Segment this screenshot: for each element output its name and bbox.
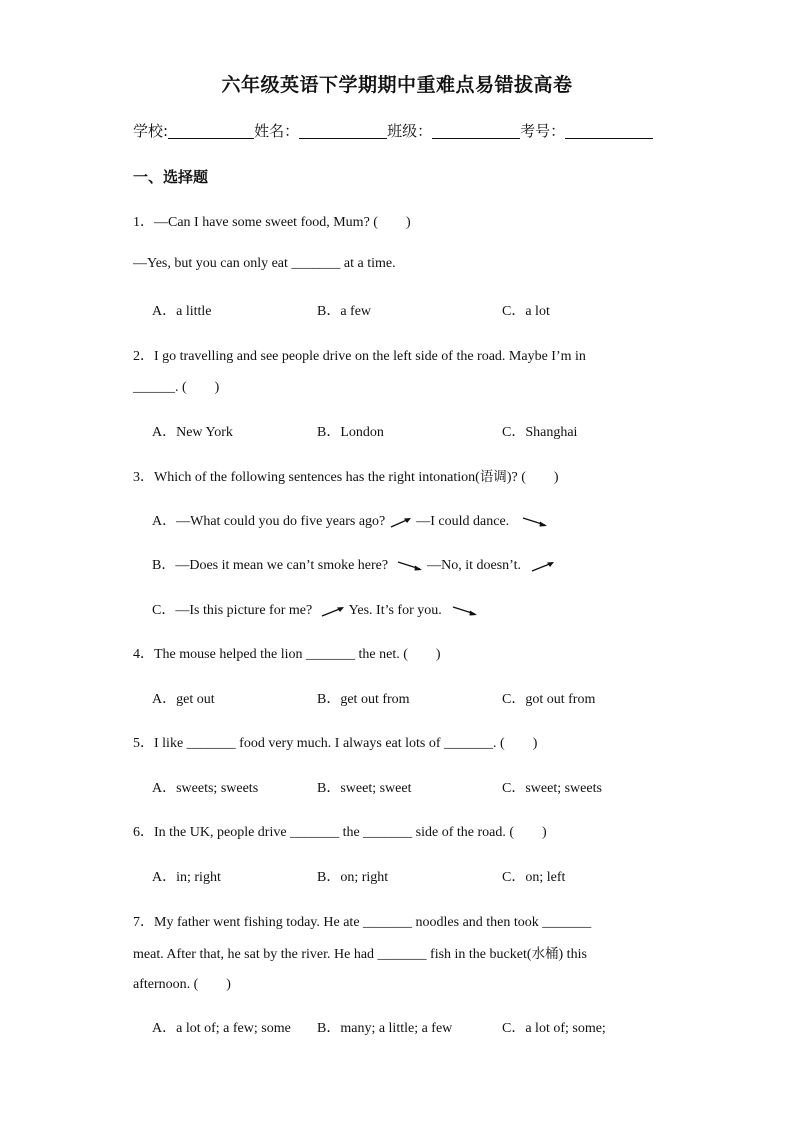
question-2-option-a[interactable]: A．New York: [152, 425, 233, 440]
question-5-option-c[interactable]: C．sweet; sweets: [502, 781, 602, 796]
question-7-cjk: 水桶: [531, 946, 559, 962]
question-1-line2: —Yes, but you can only eat _______ at a time.: [133, 256, 396, 271]
option-c-part1: C．—Is this picture for me?: [152, 603, 313, 618]
question-7-line2-end: ) this: [558, 947, 587, 962]
question-2-option-c[interactable]: C．Shanghai: [502, 425, 578, 440]
question-7-stem: 7．My father went fishing today. He ate _______ noodles and then took _______: [133, 915, 592, 930]
question-7-line2-text: meat. After that, he sat by the river. He had _______ fish in the bucket(: [133, 947, 532, 962]
exam-no-blank[interactable]: [565, 122, 653, 139]
question-6-option-b[interactable]: B．on; right: [317, 870, 389, 885]
student-info-row: [133, 120, 653, 141]
question-4-option-c[interactable]: C．got out from: [502, 692, 596, 707]
question-3-option-c[interactable]: [152, 599, 479, 619]
question-1-option-a[interactable]: A．a little: [152, 304, 212, 319]
question-5-option-b[interactable]: B．sweet; sweet: [317, 781, 412, 796]
question-5-stem: 5．I like _______ food very much. I always eat lots of _______. ( ): [133, 736, 538, 751]
question-3-stem: [133, 465, 559, 486]
option-a-part1: A．—What could you do five years ago?: [152, 514, 386, 529]
question-7-option-b[interactable]: B．many; a little; a few: [317, 1021, 453, 1036]
question-6-option-a[interactable]: A．in; right: [152, 870, 221, 885]
section-heading: 一、选择题: [133, 168, 209, 186]
question-1-option-c[interactable]: C．a lot: [502, 304, 550, 319]
option-b-part2: —No, it doesn’t.: [427, 558, 521, 573]
question-7-option-c[interactable]: C．a lot of; some;: [502, 1021, 606, 1036]
question-7-option-a[interactable]: A．a lot of; a few; some: [152, 1021, 291, 1036]
question-3-option-a[interactable]: [152, 510, 549, 530]
question-2-stem: 2．I go travelling and see people drive on the left side of the road. Maybe I’m in: [133, 349, 586, 364]
question-3-text: 3．Which of the following sentences has the right intonation(: [133, 470, 480, 485]
school-blank[interactable]: [168, 122, 254, 139]
question-1-stem: 1．—Can I have some sweet food, Mum? ( ): [133, 215, 411, 230]
falling-arrow-icon: [396, 559, 424, 573]
rising-arrow-icon: [389, 515, 413, 529]
question-7-line3: afternoon. ( ): [133, 977, 231, 992]
question-6-stem: 6．In the UK, people drive _______ the _______ side of the road. ( ): [133, 825, 547, 840]
school-label: 学校:: [133, 122, 169, 140]
rising-arrow-icon: [320, 604, 346, 618]
rising-arrow-icon: [530, 559, 556, 573]
falling-arrow-icon: [521, 515, 549, 529]
option-a-part2: —I could dance.: [416, 514, 510, 529]
name-label: 姓名：: [254, 122, 300, 140]
question-4-option-a[interactable]: A．get out: [152, 692, 215, 707]
question-2-line2: ______. ( ): [133, 380, 220, 395]
question-4-option-b[interactable]: B．get out from: [317, 692, 410, 707]
question-6-option-c[interactable]: C．on; left: [502, 870, 566, 885]
question-3-text-end: )? ( ): [506, 470, 559, 485]
question-3-option-b[interactable]: [152, 554, 556, 574]
name-blank[interactable]: [299, 122, 387, 139]
class-blank[interactable]: [432, 122, 520, 139]
option-b-part1: B．—Does it mean we can’t smoke here?: [152, 558, 389, 573]
class-label: 班级：: [387, 122, 433, 140]
falling-arrow-icon: [451, 604, 479, 618]
question-7-line2: [133, 942, 587, 963]
option-c-part2: Yes. It’s for you.: [348, 603, 442, 618]
question-3-cjk: 语调: [479, 469, 507, 485]
exam-no-label: 考号：: [520, 122, 566, 140]
question-1-option-b[interactable]: B．a few: [317, 304, 372, 319]
question-2-option-b[interactable]: B．London: [317, 425, 384, 440]
question-5-option-a[interactable]: A．sweets; sweets: [152, 781, 259, 796]
page-title: 六年级英语下学期期中重难点易错拔高卷: [221, 74, 573, 96]
question-4-stem: 4．The mouse helped the lion _______ the net. ( ): [133, 647, 441, 662]
